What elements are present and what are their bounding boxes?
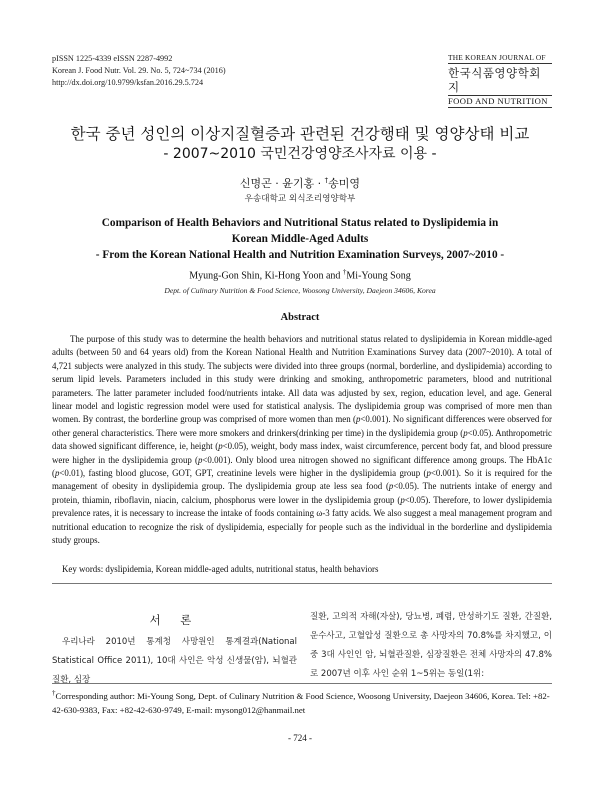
journal-name-en-bottom: FOOD AND NUTRITION [448, 95, 552, 108]
title-english-line1: Comparison of Health Behaviors and Nutritional Status related to Dyslipidemia in [101, 217, 499, 229]
journal-name-en-top: THE KOREAN JOURNAL OF [448, 53, 552, 64]
corresponding-author-english: Mi-Young Song [346, 270, 411, 282]
dagger-mark: † [342, 268, 347, 276]
affiliation-english: Dept. of Culinary Nutrition & Food Science, Woosong University, Daejeon 34606, Korea [164, 286, 436, 295]
authors-korean-names: 신명곤 · 윤기홍 · [239, 177, 325, 190]
affiliation-korean: 우송대학교 외식조리영양학부 [244, 194, 356, 204]
body-column-left [52, 633, 297, 690]
abstract-heading: Abstract [280, 312, 320, 323]
corresponding-author-footnote [52, 686, 552, 717]
title-english-line2: Korean Middle-Aged Adults [231, 233, 369, 245]
doi-link[interactable]: http://dx.doi.org/10.9799/ksfan.2016.29.5.724 [52, 78, 204, 87]
section-heading-introduction: 서 론 [149, 613, 200, 627]
dagger-mark: † [324, 176, 329, 185]
footnote-text: Corresponding author: Mi-Young Song, Dept. of Culinary Nutrition & Food Science, Woosong University, Daejeon 34606, Korea. Tel: +82-42-630-9383, Fax: +82-42-630-9749, E-mail: mysong012@hanmail.net [52, 690, 550, 715]
body-paragraph: 질환, 고의적 자해(자살), 당뇨병, 폐렴, 만성하기도 질환, 간질환, 운수사고, 고혈압성 질환으로 총 사망자의 70.8%를 차지했고, 이 중 3대 사인인 암, 뇌혈관질환, 심장질환은 전체 사망자의 47.8%로 2007년 이후 사인 순위 1~5위는 동일(1위: [310, 612, 552, 679]
citation-line: Korean J. Food Nutr. Vol. 29. No. 5, 724~734 (2016) [52, 66, 226, 75]
issn-line: pISSN 1225-4339 eISSN 2287-4992 [52, 54, 173, 63]
journal-logo [448, 53, 552, 108]
body-paragraph: 우리나라 2010년 통계청 사망원인 통계결과(National Statistical Office 2011), 10대 사인은 악성 신생물(암), 뇌혈관질환, 심장 [52, 637, 297, 685]
abstract-body [52, 333, 552, 548]
footnote-divider [52, 683, 552, 684]
authors-korean [0, 175, 600, 191]
p-value-symbol: p [426, 468, 431, 479]
authors-english [0, 268, 600, 281]
title-english-line3: - From the Korean National Health and Nutrition Examination Surveys, 2007~2010 - [95, 249, 505, 261]
abstract-text: <0.001). So it is required for the management of obesity in dyslipidemia group. The dyslipidemia group ate less sea food ( [52, 468, 552, 492]
title-english [0, 215, 600, 263]
journal-meta [52, 53, 226, 89]
p-value-symbol: p [54, 468, 60, 479]
authors-english-names: Myung-Gon Shin, Ki-Hong Yoon and [189, 270, 343, 282]
corresponding-author-korean: 송미영 [328, 177, 361, 190]
journal-name-ko: 한국식품영양학회지 [448, 66, 541, 94]
page-number: - 724 - [288, 733, 312, 743]
abstract-text: <0.05). Therefore, to lower dyslipidemia prevalence rates, it is necessary to increase the intake of foods containing ω-3 fatty acids. We also suggest a meal management program and nutritional education to recognize the risk of dyslipidemia, especially for people such as the individual in the borderline and dyslipidemia study groups. [52, 494, 552, 546]
body-column-right [310, 608, 552, 684]
p-value-symbol: p [400, 494, 405, 505]
keywords: Key words: dyslipidemia, Korean middle-aged adults, nutritional status, health behaviors [62, 564, 379, 574]
p-value-symbol: p [218, 441, 223, 452]
title-korean [0, 124, 600, 164]
section-divider [52, 583, 552, 584]
abstract-text: <0.05). Anthropometric data showed significant difference, ie, height ( [52, 427, 552, 452]
p-value-symbol: p [197, 454, 203, 465]
title-korean-line1: 한국 중년 성인의 이상지질혈증과 관련된 건강행태 및 영양상태 비교 [70, 125, 530, 143]
title-korean-line2: - 2007~2010 국민건강영양조사자료 이용 - [163, 146, 437, 162]
dagger-mark: † [52, 689, 56, 697]
p-value-symbol: p [463, 427, 468, 438]
abstract-text: <0.001). Only blood urea nitrogen showed no significant difference among groups. The HbA1c ( [52, 454, 552, 479]
abstract-text: <0.001). No significant differences were observed for other general characteristics. There were more smokers and drinkers(drinking per time) in the dyslipidemia group ( [52, 414, 553, 438]
abstract-text: <0.05), weight, body mass index, waist circumference, percent body fat, and blood pressure were higher in the dyslipidemia group ( [52, 441, 552, 465]
abstract-text: The purpose of this study was to determine the health behaviors and nutritional status related to dyslipidemia in Korean middle-aged adults (between 50 and 64 years old) from the Korean National Health and Nutrition Examinations Survey data (2007~2010). A total of 4,721 subjects were analyzed in this study. The subjects were divided into three groups (normal, borderline, and dyslipidemia) according to serum lipid levels. Parameters included in this study were drinking and smoking, anthropometric parameters, blood and nutritional parameters. The latter parameter included food/nutrients intake. All data was adjusted by sex, region, education level, and age. General linear model and logistic regression model were used for statistical analysis. The dyslipidemia group was comprised of more men than women. By contrast, the borderline group was comprised of more women than men ( [52, 334, 552, 425]
abstract-text: <0.05). The nutrients intake of energy and protein, thiamin, riboflavin, niacin, calcium, phosphorus were lower in the dyslipidemia group ( [52, 481, 552, 505]
p-value-symbol: p [355, 414, 361, 425]
p-value-symbol: p [388, 481, 394, 492]
abstract-text: <0.01), fasting blood glucose, GOT, GPT, creatinine levels were higher in the dyslipidemia group ( [59, 468, 427, 479]
